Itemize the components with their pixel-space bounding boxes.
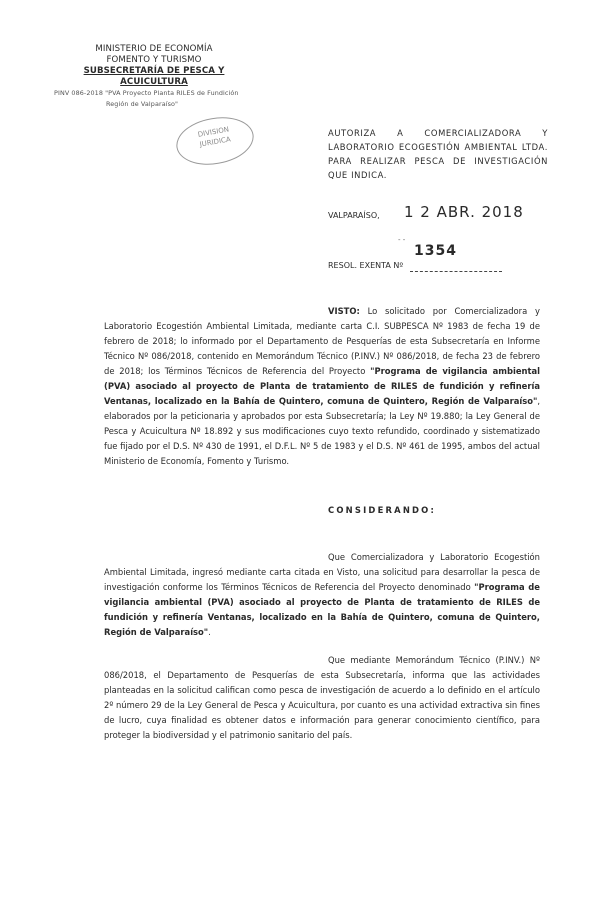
resolution-number: 1354: [414, 243, 457, 259]
resolution-label: RESOL. EXENTA Nº: [328, 261, 404, 270]
resolution-tick: - -: [398, 236, 406, 244]
visto-text-1: Lo solicitado por Comercializadora y Laboratorio Ecogestión Ambiental Limitada, mediante carta C.I. SUBPESCA Nº 1983 de fecha 19 de febrero de 2018; lo informado por el Departamento de Pesquerías de esta Subsecretaría en Informe Técnico Nº 086/2018, contenido en Memorándum Técnico (P.INV.) Nº 086/2018, de fecha 23 de febrero de 2018; los Términos Técnicos de Referencia del Proyecto: [104, 306, 540, 376]
visto-paragraph: [104, 304, 540, 469]
header-line-subsecretaria: SUBSECRETARÍA DE PESCA Y ACUICULTURA: [83, 66, 225, 87]
visto-text-2: , elaborados por la peticionaria y aprobados por esta Subsecretaría; la Ley Nº 19.880; la Ley General de Pesca y Acuicultura Nº 18.892 y sus modificaciones cuyo texto refundido, coordinado y sistematizado fue fijado por el D.S. Nº 430 de 1991, el D.F.L. Nº 5 de 1983 y el D.S. Nº 461 de 1995, ambos del actual Ministerio de Economía, Fomento y Turismo.: [104, 396, 540, 466]
header-line-ministry: MINISTERIO DE ECONOMÍA: [95, 44, 213, 54]
resolution-line: [410, 271, 502, 272]
resolution-title: AUTORIZA A COMERCIALIZADORA Y LABORATORIO ECOGESTIÓN AMBIENTAL LTDA. PARA REALIZAR PESCA DE INVESTIGACIÓN QUE INDICA.: [328, 128, 548, 180]
considerando-paragraph-1: [104, 550, 540, 640]
header-line-fomento: FOMENTO Y TURISMO: [106, 55, 202, 65]
stamp-line-1: DIVISION: [197, 125, 230, 139]
p1-text-1: Que Comercializadora y Laboratorio Ecogestión Ambiental Limitada, ingresó mediante carta citada en Visto, una solicitud para desarrollar la pesca de investigación conforme los Términos Técnicos de Referencia del Proyecto denominado: [104, 552, 540, 592]
place-label: VALPARAÍSO,: [328, 211, 380, 220]
date-stamp: 1 2 ABR. 2018: [404, 203, 524, 221]
visto-project-title: "Programa de vigilancia ambiental (PVA) asociado al proyecto de Planta de tratamiento de RILES de fundición y refinería Ventanas, localizado en la Bahía de Quintero, comuna de Quintero, Región de Valparaíso": [104, 366, 540, 406]
stamp-line-2: JURIDICA: [199, 135, 232, 149]
considerando-paragraph-2: Que mediante Memorándum Técnico (P.INV.) Nº 086/2018, el Departamento de Pesquerías de esta Subsecretaría, informa que las actividades planteadas en la solicitud califican como pesca de investigación de acuerdo a lo definido en el artículo 2º número 29 de la Ley General de Pesca y Acuicultura, por cuanto es una actividad extractiva sin fines de lucro, cuya finalidad es obtener datos e información para generar conocimiento científico, para proteger la biodiversidad y el patrimonio sanitario del país.: [104, 655, 540, 740]
header-reference: PINV 086-2018 "PVA Proyecto Planta RILES de Fundición: [54, 89, 239, 97]
p1-project-title: "Programa de vigilancia ambiental (PVA) asociado al proyecto de Planta de tratamiento de RILES de fundición y refinería Ventanas, localizado en la Bahía de Quintero, comuna de Quintero, Región de Valparaíso": [104, 582, 540, 637]
visto-label: VISTO:: [328, 306, 360, 316]
header-reference-region: Región de Valparaíso": [106, 100, 179, 108]
considerando-heading: CONSIDERANDO:: [328, 505, 437, 515]
ministry-header: [54, 44, 254, 108]
p1-text-2: .: [208, 627, 211, 637]
division-stamp: [173, 112, 258, 171]
